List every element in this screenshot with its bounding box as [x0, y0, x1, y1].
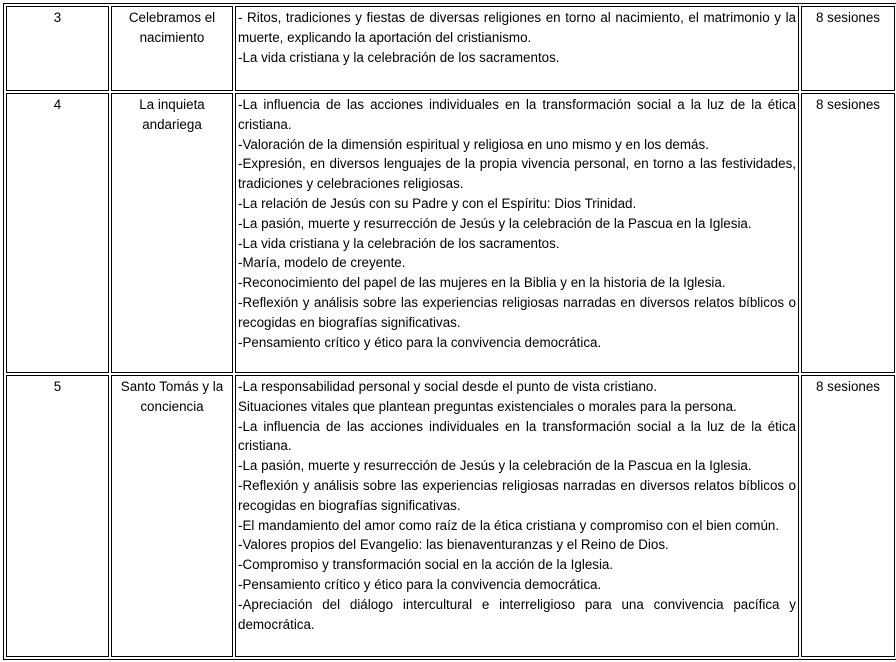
content-item: -Compromiso y transformación social en la acción de la Iglesia.	[238, 557, 614, 573]
unit-contents-cell	[235, 375, 799, 657]
unit-title-cell: Santo Tomás y la conciencia	[111, 375, 233, 657]
unit-title-cell: Celebramos el nacimiento	[111, 6, 233, 91]
content-item: -La responsabilidad personal y social desde el punto de vista cristiano.	[238, 379, 658, 394]
content-item: -El mandamiento del amor como raíz de la ética cristiana y compromiso con el bien común.	[238, 517, 780, 533]
table-row	[6, 6, 895, 91]
content-item: -La vida cristiana y la celebración de los sacramentos.	[238, 235, 560, 251]
content-item: -Apreciación del diálogo intercultural e interreligioso para una convivencia pacífica y democrática.	[238, 596, 796, 632]
table-row	[6, 375, 895, 657]
unit-duration-cell: 8 sesiones	[801, 93, 895, 373]
content-item: -La pasión, muerte y resurrección de Jesús y la celebración de la Pascua en la Iglesia.	[238, 215, 752, 231]
content-item: - Ritos, tradiciones y fiestas de diversas religiones en torno al nacimiento, el matrimonio y la muerte, explicando la aportación del cristianismo.	[238, 10, 796, 45]
content-item: -Valoración de la dimensión espiritual y religiosa en uno mismo y en los demás.	[238, 136, 709, 152]
content-item: -La influencia de las acciones individuales en la transformación social a la luz de la ética cristiana.	[238, 418, 796, 454]
unit-number-cell: 4	[6, 93, 109, 373]
unit-duration-cell: 8 sesiones	[801, 6, 895, 91]
content-item: -Valores propios del Evangelio: las bienaventuranzas y el Reino de Dios.	[238, 537, 669, 553]
unit-title-cell: La inquieta andariega	[111, 93, 233, 373]
content-item: -La relación de Jesús con su Padre y con el Espíritu: Dios Trinidad.	[238, 195, 637, 211]
unit-duration-cell: 8 sesiones	[801, 375, 895, 657]
content-item: -La influencia de las acciones individuales en la transformación social a la luz de la ética cristiana.	[238, 97, 796, 132]
unit-number-cell: 5	[6, 375, 109, 657]
unit-contents-cell	[235, 6, 799, 91]
content-item: Situaciones vitales que plantean preguntas existenciales o morales para la persona.	[238, 398, 737, 414]
content-item: -Reflexión y análisis sobre las experiencias religiosas narradas en diversos relatos bíblicos o recogidas en biografías significativas.	[238, 294, 796, 330]
table-row	[6, 93, 895, 373]
syllabus-table	[3, 3, 896, 660]
content-item: -La vida cristiana y la celebración de los sacramentos.	[238, 49, 560, 65]
content-item: -Reflexión y análisis sobre las experiencias religiosas narradas en diversos relatos bíblicos o recogidas en biografías significativas.	[238, 477, 796, 513]
unit-number-cell: 3	[6, 6, 109, 91]
content-item: -Expresión, en diversos lenguajes de la propia vivencia personal, en torno a las festividades, tradiciones y celebraciones religiosas.	[238, 156, 796, 192]
content-item: -Pensamiento crítico y ético para la convivencia democrática.	[238, 576, 602, 592]
content-item: -La pasión, muerte y resurrección de Jesús y la celebración de la Pascua en la Iglesia.	[238, 458, 752, 474]
content-item: -Reconocimiento del papel de las mujeres en la Biblia y en la historia de la Iglesia.	[238, 275, 726, 291]
content-item: -María, modelo de creyente.	[238, 255, 406, 271]
content-item: -Pensamiento crítico y ético para la convivencia democrática.	[238, 334, 602, 350]
unit-contents-cell	[235, 93, 799, 373]
